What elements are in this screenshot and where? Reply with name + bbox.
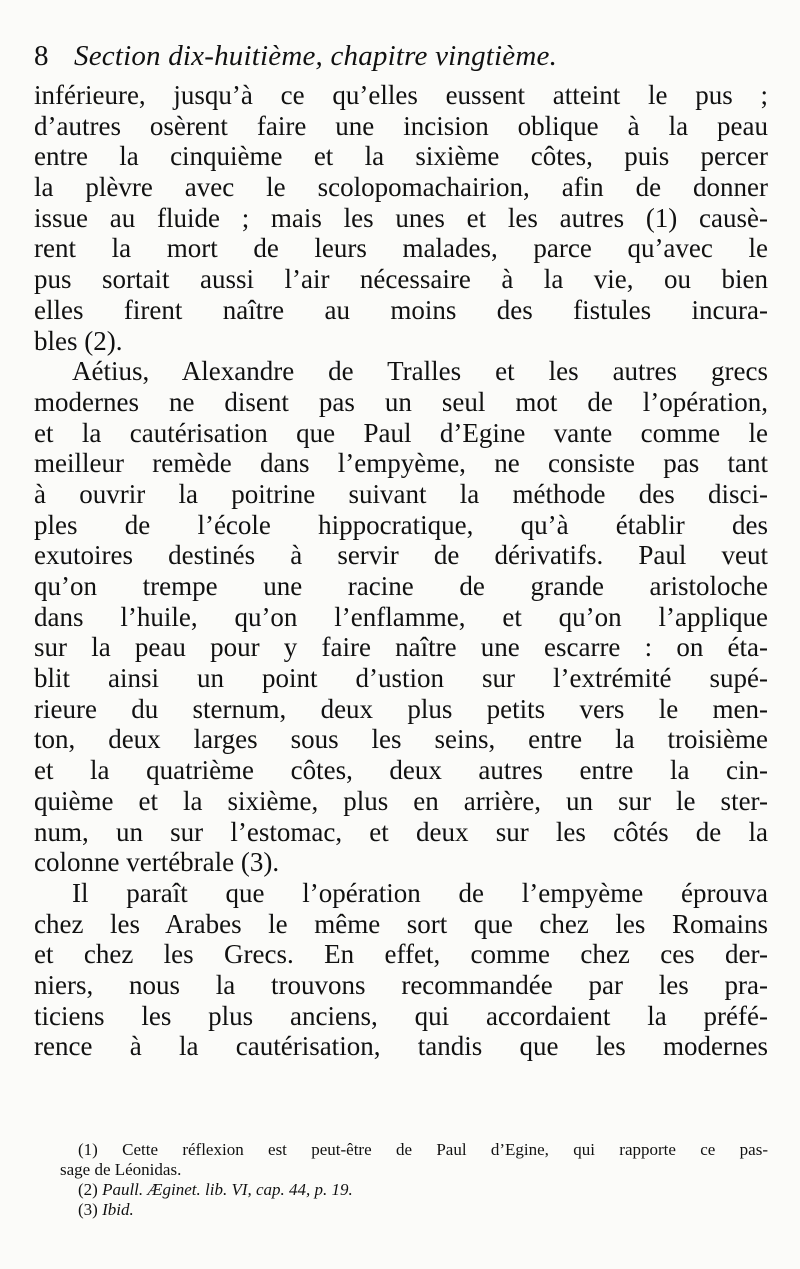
- text-line: la plèvre avec le scolopomachairion, afin de donner: [34, 172, 768, 203]
- text-line: pus sortait aussi l’air nécessaire à la vie, ou bien: [34, 264, 768, 295]
- text-line: entre la cinquième et la sixième côtes, puis percer: [34, 141, 768, 172]
- text-line: d’autres osèrent faire une incision oblique à la peau: [34, 110, 768, 141]
- text-line: modernes ne disent pas un seul mot de l’opération,: [34, 386, 768, 417]
- page-number: 8: [34, 40, 49, 72]
- text-line: ticiens les plus anciens, qui accordaient la préfé-: [34, 1000, 768, 1031]
- text-line: rieure du sternum, deux plus petits vers le men-: [34, 693, 768, 724]
- text-line: et la cautérisation que Paul d’Egine vante comme le: [34, 417, 768, 448]
- footnote-1: (1) Cette réflexion est peut-être de Paul d’Egine, qui rapporte ce pas-: [78, 1140, 768, 1159]
- text-line: quième et la sixième, plus en arrière, un sur le ster-: [34, 785, 768, 816]
- text-line: exutoires destinés à servir de dérivatifs. Paul veut: [34, 540, 768, 571]
- text-line: sur la peau pour y faire naître une escarre : on éta-: [34, 632, 768, 663]
- text-line: rence à la cautérisation, tandis que les modernes: [34, 1031, 768, 1062]
- text-line: et chez les Grecs. En effet, comme chez ces der-: [34, 939, 768, 970]
- footnote-3-mark: (3): [78, 1200, 98, 1219]
- paragraph-start-line: Il paraît que l’opération de l’empyème éprouva: [72, 877, 768, 908]
- text-line: issue au fluide ; mais les unes et les autres (1) causè-: [34, 202, 768, 233]
- text-line: chez les Arabes le même sort que chez les Romains: [34, 908, 768, 939]
- text-line: qu’on trempe une racine de grande aristoloche: [34, 571, 768, 601]
- body-text: [34, 80, 768, 1062]
- text-line: ples de l’école hippocratique, qu’à établir des: [34, 509, 768, 540]
- text-line: rent la mort de leurs malades, parce qu’avec le: [34, 233, 768, 264]
- paragraph-start-line: Aétius, Alexandre de Tralles et les autres grecs: [72, 356, 768, 387]
- text-line: bles (2).: [34, 325, 123, 356]
- footnote-3: [78, 1200, 768, 1220]
- footnote-2-citation: Paull. Æginet. lib. VI, cap. 44, p. 19.: [102, 1180, 353, 1199]
- running-title: Section dix-huitième, chapitre vingtième.: [74, 40, 558, 72]
- footnote-3-citation: Ibid.: [102, 1200, 134, 1219]
- footnotes: [60, 1140, 768, 1220]
- text-line: et la quatrième côtes, deux autres entre la cin-: [34, 755, 768, 786]
- text-line: colonne vertébrale (3).: [34, 847, 280, 878]
- footnote-2: [78, 1180, 768, 1200]
- text-line: dans l’huile, qu’on l’enflamme, et qu’on l’applique: [34, 601, 768, 632]
- text-line: à ouvrir la poitrine suivant la méthode des disci-: [34, 478, 768, 509]
- text-line: ton, deux larges sous les seins, entre la troisième: [34, 724, 768, 755]
- text-line: meilleur remède dans l’empyème, ne consiste pas tant: [34, 448, 768, 479]
- footnote-1-continuation: sage de Léonidas.: [60, 1160, 182, 1179]
- text-line: elles firent naître au moins des fistules incura-: [34, 294, 768, 325]
- text-line: niers, nous la trouvons recommandée par les pra-: [34, 969, 768, 1000]
- text-line: inférieure, jusqu’à ce qu’elles eussent atteint le pus ;: [34, 80, 768, 110]
- text-line: blit ainsi un point d’ustion sur l’extrémité supé-: [34, 663, 768, 694]
- page-header: [34, 36, 764, 76]
- footnote-2-mark: (2): [78, 1180, 98, 1199]
- text-line: num, un sur l’estomac, et deux sur les côtés de la: [34, 816, 768, 847]
